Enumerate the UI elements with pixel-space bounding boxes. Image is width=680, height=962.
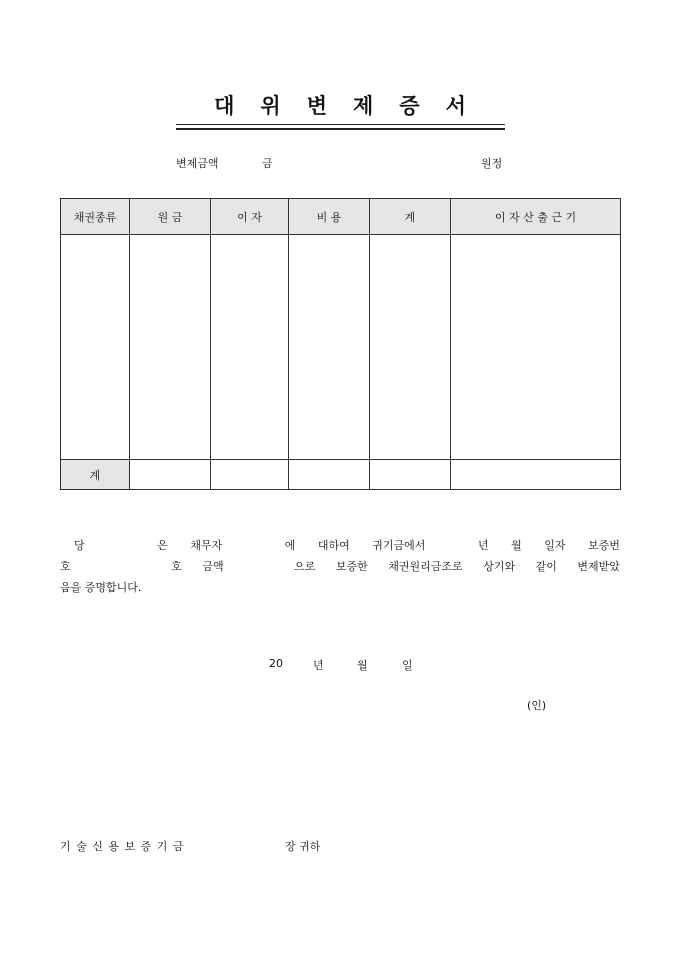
header-expense: 비 용: [289, 199, 370, 235]
total-cell[interactable]: [211, 460, 289, 490]
title-underline-thick: [176, 128, 505, 130]
recipient-suffix: 장 귀하: [285, 840, 321, 853]
total-cell[interactable]: [130, 460, 211, 490]
amount-label: 변제금액: [176, 157, 219, 170]
paragraph-line-2: 호 호 금액 으로 보증한 채권원리금조로 상기와 같이 변제받았: [60, 560, 620, 573]
title-char: 증: [399, 93, 420, 118]
table-cell[interactable]: [61, 235, 130, 460]
table-cell[interactable]: [370, 235, 451, 460]
title-underline-thin: [176, 124, 505, 125]
paragraph-line-3: 음을 증명합니다.: [60, 581, 142, 594]
table-cell[interactable]: [451, 235, 621, 460]
total-cell[interactable]: [370, 460, 451, 490]
repayment-table: [60, 198, 621, 490]
header-sum: 계: [370, 199, 451, 235]
date-year-label: 년: [313, 659, 324, 672]
amount-geum: 금: [262, 157, 273, 170]
recipient-org: 기 술 신 용 보 증 기 금: [60, 840, 185, 853]
title-char: 제: [353, 93, 374, 118]
header-interest: 이 자: [211, 199, 289, 235]
total-label: 계: [61, 460, 130, 490]
header-bond-type: 채권종류: [61, 199, 130, 235]
title-char: 변: [306, 93, 327, 118]
total-cell[interactable]: [451, 460, 621, 490]
title-char: 대: [214, 93, 235, 118]
document-title: [0, 90, 680, 120]
table-cell[interactable]: [289, 235, 370, 460]
date-day-label: 일: [402, 659, 413, 672]
seal-mark: (인): [527, 699, 547, 712]
table-cell[interactable]: [130, 235, 211, 460]
title-char: 위: [260, 93, 281, 118]
title-char: 서: [445, 93, 466, 118]
total-cell[interactable]: [289, 460, 370, 490]
date-year: 20: [269, 657, 283, 670]
header-principal: 원 금: [130, 199, 211, 235]
paragraph-line-1: 당 은 채무자 에 대하여 귀기금에서 년 월 일자 보증번: [74, 539, 620, 552]
header-interest-basis: 이 자 산 출 근 기: [451, 199, 621, 235]
amount-suffix: 원정: [481, 157, 503, 170]
date-month-label: 월: [357, 659, 368, 672]
certification-paragraph: [60, 537, 620, 597]
table-cell[interactable]: [211, 235, 289, 460]
